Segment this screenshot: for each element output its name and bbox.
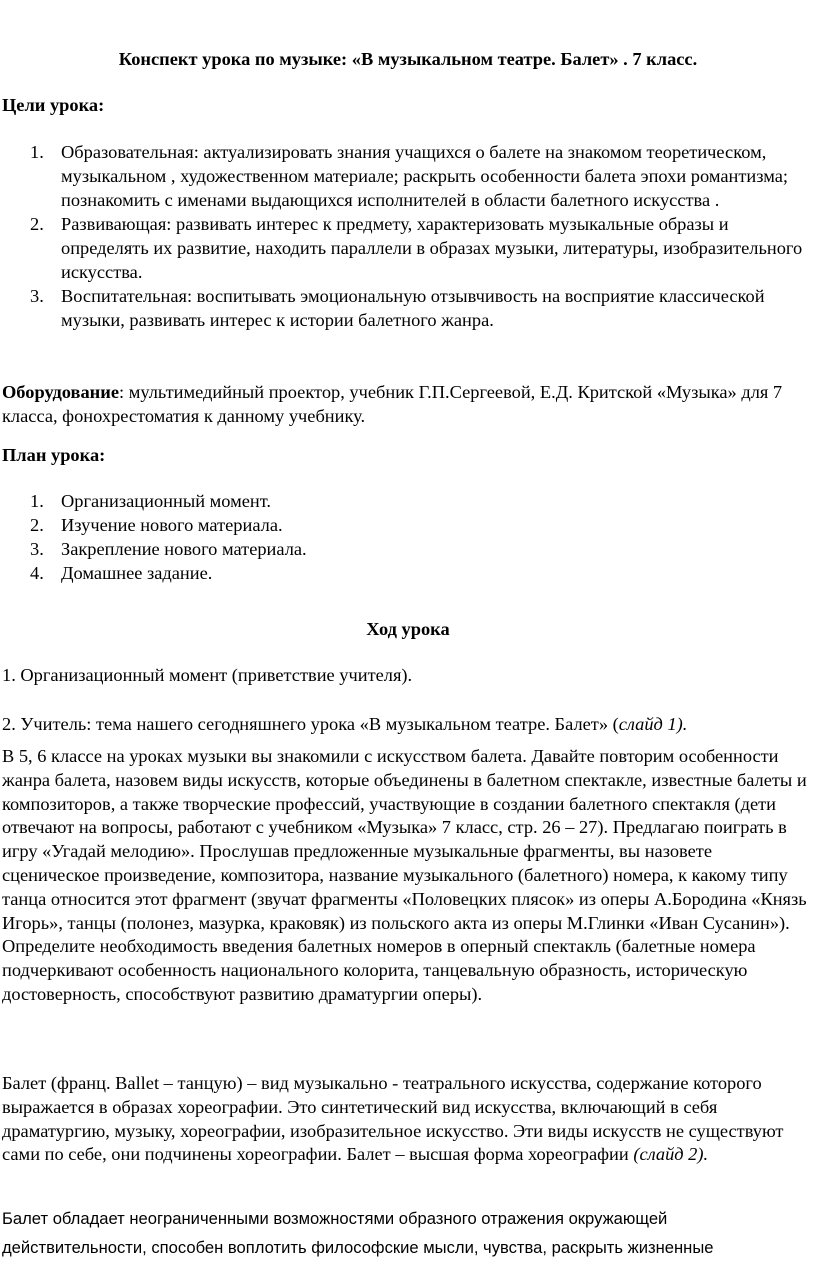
goal-number: 1.: [30, 142, 44, 162]
ballet-possibilities-paragraph: Балет обладает неограниченными возможностями образного отражения окружающей действительности, способен воплотить философские мысли, чувства, раскрыть жизненные: [2, 1209, 714, 1257]
plan-text: Закрепление нового материала.: [61, 539, 307, 559]
goal-text: Образовательная: актуализировать знания учащихся о балете на знакомом теоретическом, музыкальном , художественном материале; раскрыть особенности балета эпохи романтизма; познакомить с именами выдающихся исполнителей в области балетного искусства .: [61, 142, 789, 210]
plan-item-3: [0, 537, 816, 561]
plan-number: 1.: [30, 491, 44, 511]
plan-list: [0, 489, 816, 585]
ballet-review-paragraph: В 5, 6 классе на уроках музыки вы знакомили с искусством балета. Давайте повторим особенности жанра балета, назовем виды искусств, которые объединены в балетном спектакле, известные балеты и композиторов, а также творческие профессий, участвующие в создании балетного спектакля (дети отвечают на вопросы, работают с учебником «Музыка» 7 класс, стр. 26 – 27). Предлагаю поиграть в игру «Угадай мелодию». Прослушав предложенные музыкальные фрагменты, вы назовете сценическое произведение, композитора, название музыкального (балетного) номера, к какому типу танца относится этот фрагмент (звучат фрагменты «Половецких плясок» из оперы А.Бородина «Князь Игорь», танцы (полонез, мазурка, краковяк) из польского акта из оперы М.Глинки «Иван Сусанин»). Определите необходимость введения балетных номеров в оперный спектакль (балетные номера подчеркивают особенность национального колорита, танцевальную образность, историческую достоверность, способствуют развитию драматургии оперы).: [2, 746, 807, 1004]
ballet-definition-text: Балет (франц. Ballet – танцую) – вид музыкально - театрального искусства, содержание которого выражается в образах хореографии. Это синтетический вид искусства, включающий в себя драматургию, музыку, хореографии, изобразительное искусство. Эти виды искусств не существуют сами по себе, они подчинены хореографии. Балет – высшая форма хореографии: [2, 1073, 784, 1165]
ballet-definition-paragraph: [2, 1072, 814, 1167]
plan-number: 3.: [30, 539, 44, 559]
goal-item-3: [0, 284, 816, 332]
plan-text: Домашнее задание.: [61, 563, 213, 583]
slide-reference: слайд 1).: [618, 714, 688, 734]
plan-item-1: [0, 489, 816, 513]
equipment-label: Оборудование: [2, 382, 119, 402]
goal-text: Воспитательная: воспитывать эмоциональную отзывчивость на восприятие классической музыки, развивать интерес к истории балетного жанра.: [61, 286, 765, 330]
course-heading: Ход урока: [366, 619, 450, 639]
plan-item-2: [0, 513, 816, 537]
goal-item-2: [0, 212, 816, 284]
equipment-paragraph: [2, 381, 814, 429]
goal-number: 2.: [30, 214, 44, 234]
plan-number: 2.: [30, 515, 44, 535]
goal-text: Развивающая: развивать интерес к предмету, характеризовать музыкальные образы и определять их развитие, находить параллели в образах музыки, литературы, изобразительного искусства.: [61, 214, 803, 282]
document-title: Конспект урока по музыке: «В музыкальном театре. Балет» . 7 класс.: [118, 49, 698, 69]
plan-item-4: [0, 561, 816, 585]
goal-item-1: [0, 140, 816, 212]
plan-text: Изучение нового материала.: [61, 515, 283, 535]
step-2-text: 2. Учитель: тема нашего сегодняшнего урока «В музыкальном театре. Балет» (: [2, 714, 619, 734]
slide-reference: (слайд 2).: [633, 1144, 709, 1165]
goals-list: [0, 140, 816, 332]
step-2-paragraph: [2, 713, 814, 737]
plan-number: 4.: [30, 563, 44, 583]
plan-heading: План урока:: [2, 445, 106, 465]
equipment-text: : мультимедийный проектор, учебник Г.П.Сергеевой, Е.Д. Критской «Музыка» для 7 класса, фонохрестоматия к данному учебнику.: [2, 382, 783, 426]
goals-heading: Цели урока:: [2, 95, 105, 115]
goal-number: 3.: [30, 286, 44, 306]
step-1-paragraph: 1. Организационный момент (приветствие учителя).: [2, 665, 413, 685]
plan-text: Организационный момент.: [61, 491, 272, 511]
